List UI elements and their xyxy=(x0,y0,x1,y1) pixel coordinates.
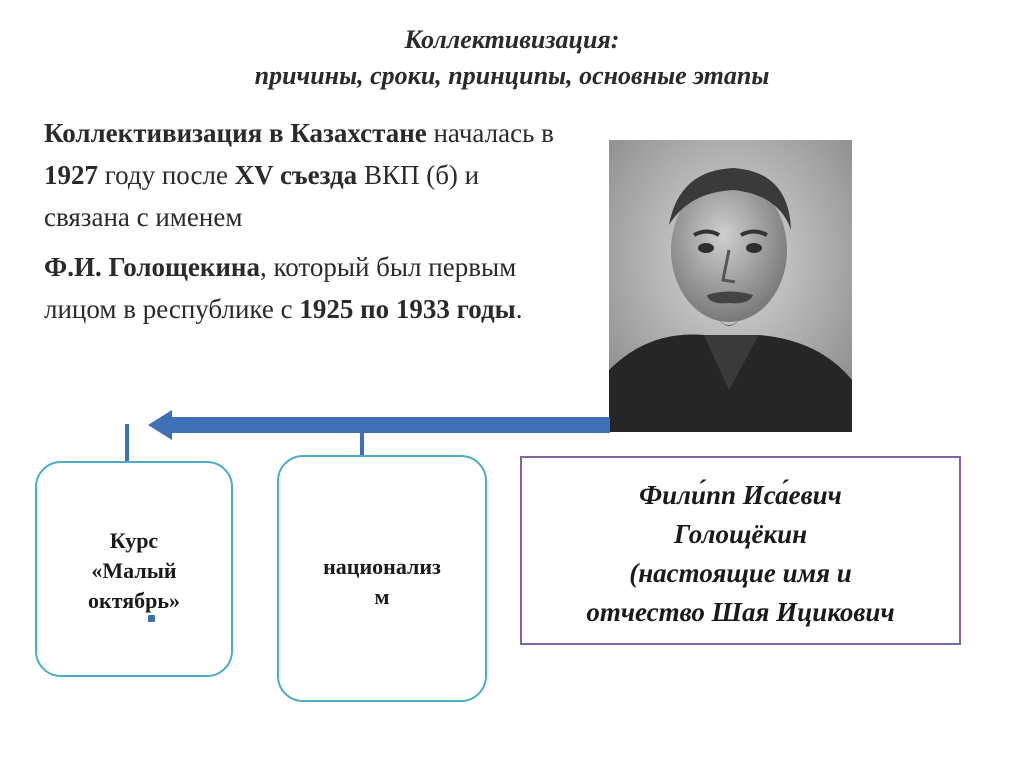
box2-text xyxy=(279,552,485,612)
box2-line-1: национализ xyxy=(323,554,441,579)
name-caption-text xyxy=(522,476,959,632)
bullet-dot xyxy=(148,615,155,622)
box-nationalism xyxy=(277,455,487,702)
text-segment: , который был первым лицом в республике с xyxy=(44,252,517,324)
horizontal-arrow-head xyxy=(148,410,172,440)
title-line-2: причины, сроки, принципы, основные этапы xyxy=(254,61,770,90)
box2-line-2: м xyxy=(374,584,390,609)
bold-name: Ф.И. Голощекина xyxy=(44,252,260,282)
box-small-october xyxy=(35,461,233,677)
bold-congress: XV съезда xyxy=(234,160,358,190)
bold-years: 1925 по 1933 годы xyxy=(299,294,516,324)
text-segment: началась в xyxy=(426,118,554,148)
box1-text xyxy=(37,526,231,616)
bold-collectivization: Коллективизация в Казахстане xyxy=(44,118,427,148)
bold-year: 1927 xyxy=(44,160,98,190)
text-segment: . xyxy=(515,294,523,324)
name-line-3: (настоящие имя и xyxy=(629,558,852,588)
name-line-2: Голощёкин xyxy=(673,519,808,549)
text-segment: году после xyxy=(98,160,235,190)
box1-line-3: октябрь» xyxy=(88,588,180,613)
name-line-1: Фили́пп Иса́евич xyxy=(639,480,842,510)
title-line-1: Коллективизация: xyxy=(404,25,620,54)
name-line-4: отчество Шая Ицикович xyxy=(586,597,895,627)
box1-line-1: Курс xyxy=(109,528,159,553)
box1-line-2: «Малый xyxy=(91,558,177,583)
horizontal-arrow-shaft xyxy=(168,417,610,433)
text-segment: ВКП (б) и связана с именем xyxy=(44,160,480,232)
name-caption-box xyxy=(520,456,961,645)
